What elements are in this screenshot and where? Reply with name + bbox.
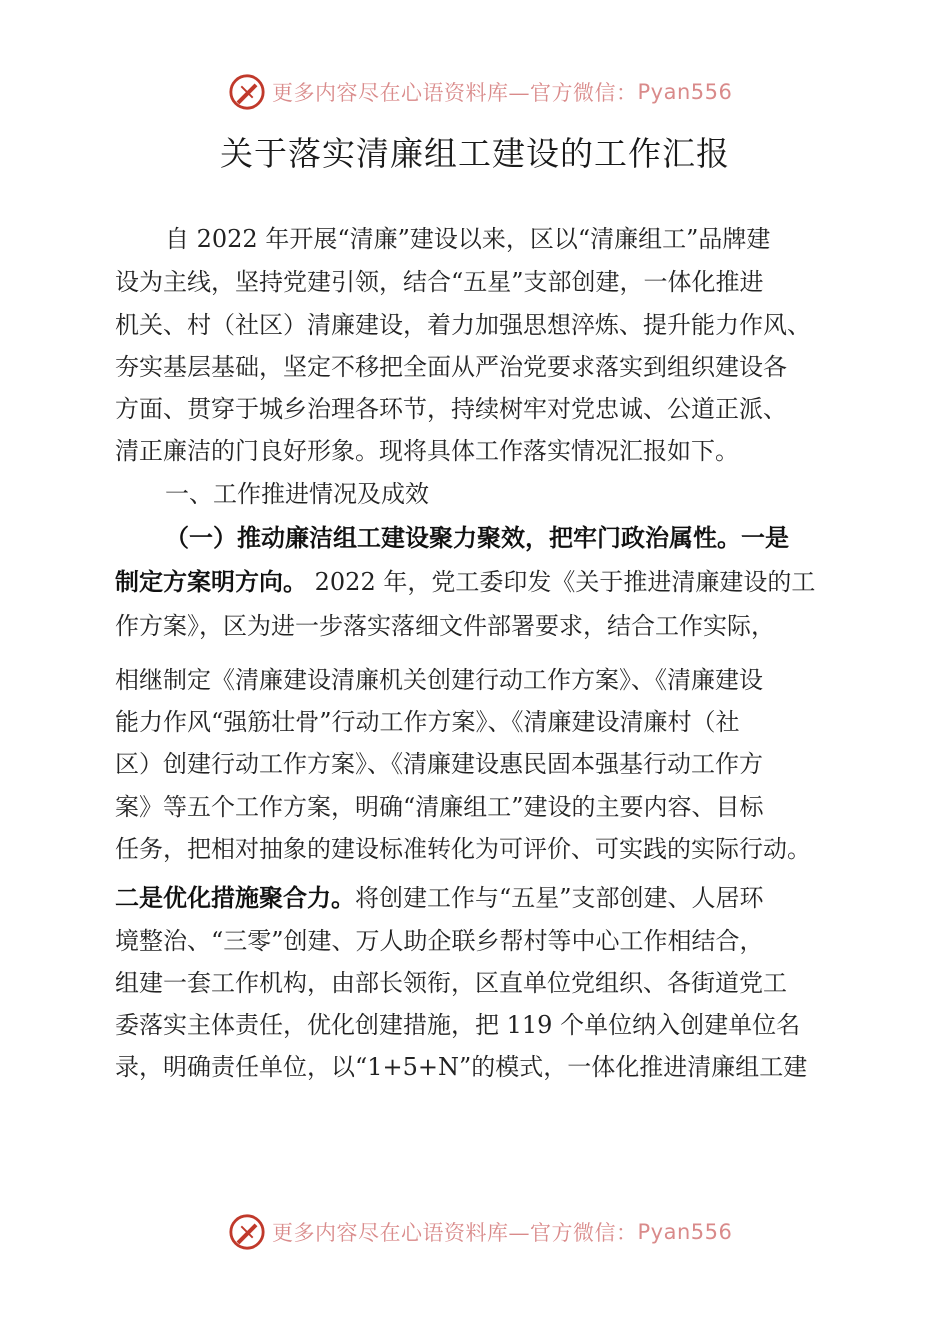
paragraph-line: 机关、村（社区）清廉建设，着力加强思想淬炼、提升能力作风、 bbox=[115, 311, 811, 339]
watermark-footer bbox=[228, 1212, 732, 1252]
paragraph-line: 录，明确责任单位，以“1+5+N”的模式，一体化推进清廉组工建 bbox=[115, 1053, 808, 1081]
watermark-separator: —官方微信： bbox=[508, 1221, 638, 1245]
paragraph-line: 夯实基层基础，坚定不移把全面从严治党要求落实到组织建设各 bbox=[115, 353, 787, 381]
paragraph-line: 区）创建行动工作方案》、《清廉建设惠民固本强基行动工作方 bbox=[115, 750, 763, 778]
paragraph-line: 案》等五个工作方案，明确“清廉组工”建设的主要内容、目标 bbox=[115, 793, 764, 821]
paragraph-line: 组建一套工作机构，由部长领衔，区直单位党组织、各街道党工 bbox=[115, 969, 787, 997]
paragraph-line: 境整治、“三零”创建、万人助企联乡帮村等中心工作相结合， bbox=[115, 927, 764, 955]
watermark-header bbox=[228, 72, 732, 112]
paragraph-text: 2022 年，党工委印发《关于推进清廉建设的工 bbox=[307, 568, 816, 596]
section-heading: 一、工作推进情况及成效 bbox=[165, 480, 429, 508]
paragraph-line: 任务，把相对抽象的建设标准转化为可评价、可实践的实际行动。 bbox=[115, 835, 811, 863]
subsection-heading: （一）推动廉洁组工建设聚力聚效，把牢门政治属性。一是 bbox=[165, 524, 789, 552]
paragraph-line: 作方案》，区为进一步落实落细文件部署要求，结合工作实际， bbox=[115, 612, 775, 640]
paragraph-line: 方面、贯穿于城乡治理各环节，持续树牢对党忠诚、公道正派、 bbox=[115, 395, 787, 423]
watermark-wechat-id: Pyan556 bbox=[637, 80, 733, 104]
paragraph-line: 设为主线，坚持党建引领，结合“五星”支部创建，一体化推进 bbox=[115, 268, 764, 296]
paragraph-line: 相继制定《清廉建设清廉机关创建行动工作方案》、《清廉建设 bbox=[115, 666, 763, 694]
watermark-text: 更多内容尽在心语资料库 bbox=[272, 81, 509, 105]
subsection-lead: 制定方案明方向。 bbox=[115, 568, 307, 596]
paragraph-line bbox=[115, 883, 764, 913]
subsection-lead: 二是优化措施聚合力。 bbox=[115, 884, 355, 912]
paragraph-text: 将创建工作与“五星”支部创建、人居环 bbox=[355, 884, 764, 912]
paragraph-line: 清正廉洁的门良好形象。现将具体工作落实情况汇报如下。 bbox=[115, 437, 739, 465]
pen-logo-icon bbox=[228, 73, 266, 111]
watermark-wechat-id: Pyan556 bbox=[637, 1220, 733, 1244]
watermark-separator: —官方微信： bbox=[508, 81, 638, 105]
paragraph-line bbox=[115, 567, 815, 597]
paragraph-line: 委落实主体责任，优化创建措施，把 119 个单位纳入创建单位名 bbox=[115, 1011, 801, 1039]
paragraph-line: 自 2022 年开展“清廉”建设以来，区以“清廉组工”品牌建 bbox=[165, 225, 771, 253]
paragraph-line: 能力作风“强筋壮骨”行动工作方案》、《清廉建设清廉村（社 bbox=[115, 708, 740, 736]
document-title: 关于落实清廉组工建设的工作汇报 bbox=[220, 134, 730, 173]
pen-logo-icon bbox=[228, 1213, 266, 1251]
watermark-text: 更多内容尽在心语资料库 bbox=[272, 1221, 509, 1245]
